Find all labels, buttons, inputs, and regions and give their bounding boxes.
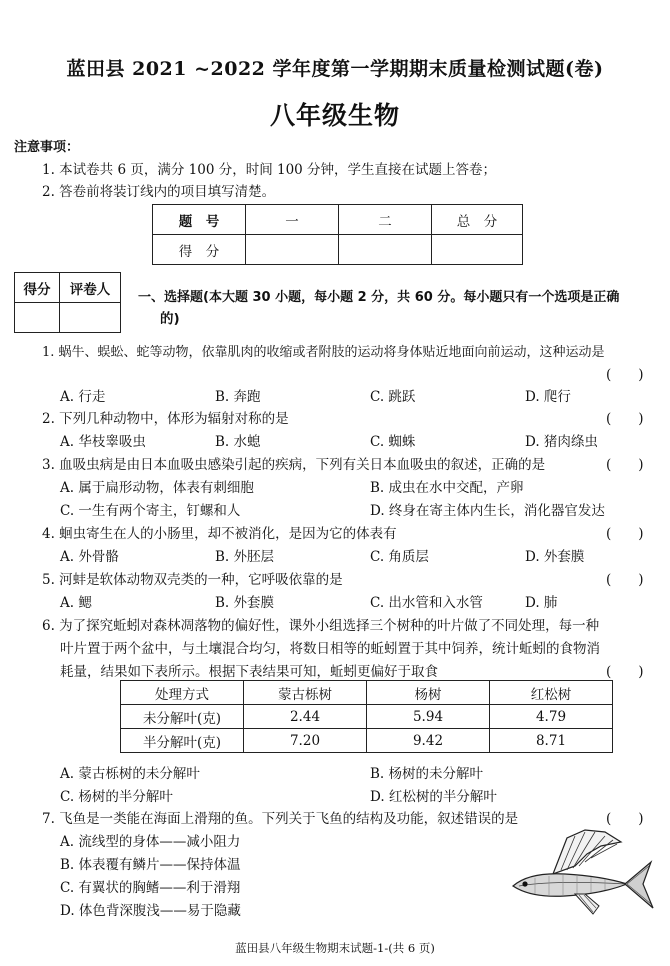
section-heading-cont: 的) bbox=[160, 311, 180, 327]
flying-fish-illustration bbox=[505, 828, 655, 920]
table-row bbox=[121, 705, 613, 729]
option[interactable]: C. 角质层 bbox=[370, 549, 429, 565]
option[interactable]: B. 体表覆有鳞片——保持体温 bbox=[60, 857, 241, 873]
table-cell: 未分解叶(克) bbox=[121, 705, 244, 729]
page-footer: 蓝田县八年级生物期末试题-1-(共 6 页) bbox=[235, 941, 435, 955]
question-3-stem: 3. 血吸虫病是由日本血吸虫感染引起的疾病，下列有关日本血吸虫的叙述，正确的是 bbox=[42, 457, 546, 473]
table-header-cell: 蒙古栎树 bbox=[244, 681, 367, 705]
option[interactable]: C. 蜘蛛 bbox=[370, 434, 416, 450]
option[interactable]: D. 红松树的半分解叶 bbox=[370, 789, 497, 805]
table-cell: 2.44 bbox=[244, 705, 367, 729]
table-cell: 9.42 bbox=[367, 729, 490, 753]
option[interactable]: A. 流线型的身体——减小阻力 bbox=[60, 834, 241, 850]
answer-blank[interactable]: ( ) bbox=[606, 457, 644, 473]
score-cell[interactable] bbox=[246, 235, 339, 265]
grader-box bbox=[14, 272, 121, 333]
option[interactable]: B. 外套膜 bbox=[215, 595, 275, 611]
table-row bbox=[121, 729, 613, 753]
table-cell: 5.94 bbox=[367, 705, 490, 729]
option[interactable]: A. 蒙古栎树的未分解叶 bbox=[60, 766, 200, 782]
answer-blank[interactable]: ( ) bbox=[606, 526, 644, 542]
option[interactable]: C. 一生有两个寄主，钉螺和人 bbox=[60, 503, 241, 519]
q6-data-table bbox=[120, 680, 613, 753]
question-1-stem: 1. 蜗牛、蜈蚣、蛇等动物，依靠肌肉的收缩或者附肢的运动将身体贴近地面向前运动，这种运动是 bbox=[42, 345, 605, 360]
option[interactable]: D. 终身在寄主体内生长，消化器官发达 bbox=[370, 503, 605, 519]
grader-score-cell[interactable] bbox=[15, 303, 60, 333]
option[interactable]: A. 华枝睾吸虫 bbox=[60, 434, 146, 450]
table-header-cell: 红松树 bbox=[490, 681, 613, 705]
table-cell: 8.71 bbox=[490, 729, 613, 753]
exam-title: 蓝田县 2021 ~2022 学年度第一学期期末质量检测试题(卷) bbox=[66, 58, 604, 80]
option[interactable]: A. 属于扁形动物，体表有刺细胞 bbox=[60, 480, 254, 496]
subject-title: 八年级生物 bbox=[269, 101, 400, 130]
option[interactable]: D. 肺 bbox=[525, 595, 558, 611]
score-table-header: 总 分 bbox=[432, 205, 523, 235]
answer-blank[interactable]: ( ) bbox=[606, 572, 644, 588]
answer-blank[interactable]: ( ) bbox=[606, 411, 644, 427]
score-table-header: 一 bbox=[246, 205, 339, 235]
option[interactable]: C. 跳跃 bbox=[370, 389, 416, 405]
note-item: 1. 本试卷共 6 页，满分 100 分，时间 100 分钟，学生直接在试题上答卷； bbox=[42, 162, 497, 178]
table-cell: 4.79 bbox=[490, 705, 613, 729]
table-cell: 7.20 bbox=[244, 729, 367, 753]
option[interactable]: D. 爬行 bbox=[525, 389, 571, 405]
option[interactable]: B. 杨树的未分解叶 bbox=[370, 766, 484, 782]
option[interactable]: B. 水螅 bbox=[215, 434, 261, 450]
grader-name-cell[interactable] bbox=[60, 303, 121, 333]
option[interactable]: B. 奔跑 bbox=[215, 389, 261, 405]
option[interactable]: C. 出水管和入水管 bbox=[370, 595, 483, 611]
table-header-cell: 杨树 bbox=[367, 681, 490, 705]
option[interactable]: B. 外胚层 bbox=[215, 549, 275, 565]
notes-heading: 注意事项： bbox=[14, 140, 80, 155]
score-table-header: 二 bbox=[339, 205, 432, 235]
question-7-stem: 7. 飞鱼是一类能在海面上滑翔的鱼。下列关于飞鱼的结构及功能，叙述错误的是 bbox=[42, 811, 519, 827]
option[interactable]: B. 成虫在水中交配，产卵 bbox=[370, 480, 524, 496]
score-table-header: 题 号 bbox=[153, 205, 246, 235]
score-cell[interactable] bbox=[432, 235, 523, 265]
answer-blank[interactable]: ( ) bbox=[606, 367, 644, 383]
grader-score-label: 得分 bbox=[15, 273, 60, 303]
question-6-stem: 6. 为了探究蚯蚓对森林凋落物的偏好性，课外小组选择三个树种的叶片做了不同处理，每一种 bbox=[42, 618, 600, 634]
option[interactable]: A. 鳃 bbox=[60, 595, 92, 611]
question-6-stem-cont: 叶片置于两个盆中，与土壤混合均匀，将数日相等的蚯蚓置于其中饲养，统计蚯蚓的食物消 bbox=[60, 641, 600, 657]
question-6-stem-cont: 耗量，结果如下表所示。根据下表结果可知，蚯蚓更偏好于取食 bbox=[60, 664, 438, 680]
score-row-label: 得 分 bbox=[153, 235, 246, 265]
option[interactable]: D. 猪肉绦虫 bbox=[525, 434, 598, 450]
option[interactable]: D. 外套膜 bbox=[525, 549, 585, 565]
table-header-cell: 处理方式 bbox=[121, 681, 244, 705]
answer-blank[interactable]: ( ) bbox=[606, 811, 644, 827]
question-4-stem: 4. 蛔虫寄生在人的小肠里，却不被消化，是因为它的体表有 bbox=[42, 526, 397, 542]
question-5-stem: 5. 河蚌是软体动物双壳类的一种，它呼吸依靠的是 bbox=[42, 572, 343, 588]
option[interactable]: A. 外骨骼 bbox=[60, 549, 119, 565]
option[interactable]: A. 行走 bbox=[60, 389, 106, 405]
section-heading: 一、选择题(本大题 30 小题，每小题 2 分，共 60 分。每小题只有一个选项是正确 bbox=[138, 290, 620, 305]
note-item: 2. 答卷前将装订线内的项目填写清楚。 bbox=[42, 184, 276, 200]
question-2-stem: 2. 下列几种动物中，体形为辐射对称的是 bbox=[42, 411, 289, 427]
option[interactable]: C. 有翼状的胸鳍——利于滑翔 bbox=[60, 880, 241, 896]
table-cell: 半分解叶(克) bbox=[121, 729, 244, 753]
score-cell[interactable] bbox=[339, 235, 432, 265]
option[interactable]: D. 体色背深腹浅——易于隐藏 bbox=[60, 903, 241, 919]
answer-blank[interactable]: ( ) bbox=[606, 664, 644, 680]
score-table bbox=[152, 204, 523, 265]
option[interactable]: C. 杨树的半分解叶 bbox=[60, 789, 173, 805]
grader-name-label: 评卷人 bbox=[60, 273, 121, 303]
